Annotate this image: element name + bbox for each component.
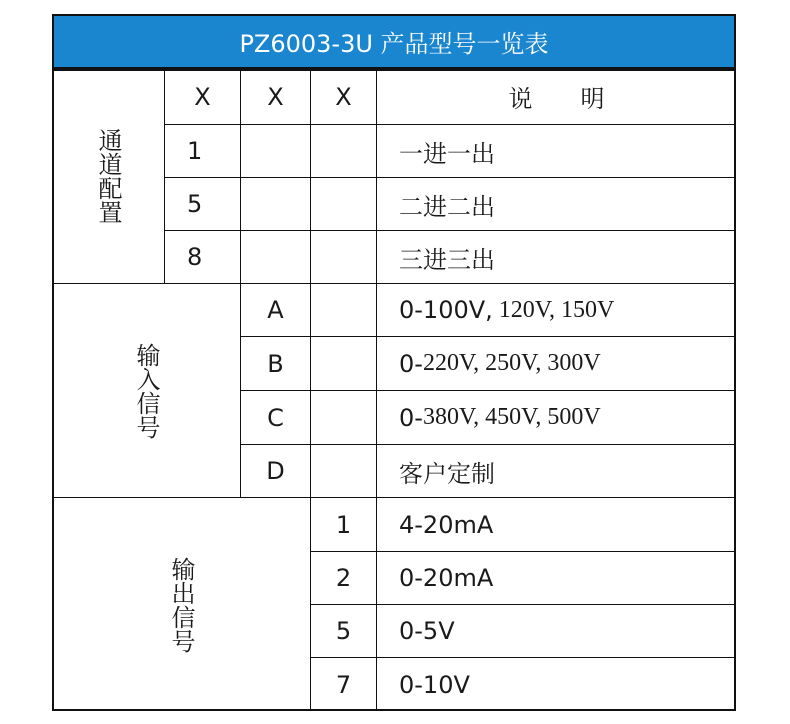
channel-desc-1: 一进一出 xyxy=(376,124,736,177)
header-x1: X xyxy=(164,69,240,124)
channel-desc-8: 三进三出 xyxy=(376,230,736,283)
input-code-b: B xyxy=(240,336,310,390)
output-desc-1: 4-20mA xyxy=(376,497,736,551)
input-desc-b-lead: 0- xyxy=(399,349,423,378)
input-desc-a-rest: 120V, 150V xyxy=(492,296,615,323)
input-desc-a xyxy=(376,283,736,336)
header-description: 说明 xyxy=(376,69,736,124)
empty-cell xyxy=(240,124,310,177)
table-title: PZ6003-3U 产品型号一览表 xyxy=(52,14,736,69)
output-desc-2: 0-20mA xyxy=(376,551,736,604)
empty-cell xyxy=(310,124,376,177)
output-label-cell xyxy=(52,497,310,711)
input-code-a: A xyxy=(240,283,310,336)
channel-code-5: 5 xyxy=(164,177,240,230)
empty-cell xyxy=(310,444,376,497)
channel-label-cell xyxy=(52,69,164,283)
empty-cell xyxy=(310,336,376,390)
output-code-2: 2 xyxy=(310,551,376,604)
output-desc-7: 0-10V xyxy=(376,657,736,711)
output-code-7: 7 xyxy=(310,657,376,711)
input-label-cell xyxy=(52,283,240,497)
empty-cell xyxy=(310,230,376,283)
input-desc-d-lead: 客户定制 xyxy=(399,459,495,488)
input-desc-a-lead: 0-100V, xyxy=(399,296,493,324)
input-desc-c xyxy=(376,390,736,444)
channel-label: 通道配置 xyxy=(94,128,122,224)
empty-cell xyxy=(310,177,376,230)
empty-cell xyxy=(310,390,376,444)
input-desc-b-rest: 220V, 250V, 300V xyxy=(422,350,601,376)
header-x2: X xyxy=(240,69,310,124)
input-desc-b xyxy=(376,336,736,390)
output-desc-5: 0-5V xyxy=(376,604,736,657)
empty-cell xyxy=(240,177,310,230)
model-table xyxy=(52,14,736,711)
input-desc-c-rest: 380V, 450V, 500V xyxy=(422,404,601,430)
input-code-d: D xyxy=(240,444,310,497)
channel-code-8: 8 xyxy=(164,230,240,283)
empty-cell xyxy=(310,283,376,336)
output-label: 输出信号 xyxy=(167,556,195,653)
input-desc-d xyxy=(376,444,736,497)
channel-code-1: 1 xyxy=(164,124,240,177)
channel-desc-5: 二进二出 xyxy=(376,177,736,230)
output-code-5: 5 xyxy=(310,604,376,657)
input-desc-c-lead: 0- xyxy=(399,403,423,432)
header-x3: X xyxy=(310,69,376,124)
input-label: 输入信号 xyxy=(132,342,160,439)
output-code-1: 1 xyxy=(310,497,376,551)
empty-cell xyxy=(240,230,310,283)
input-code-c: C xyxy=(240,390,310,444)
